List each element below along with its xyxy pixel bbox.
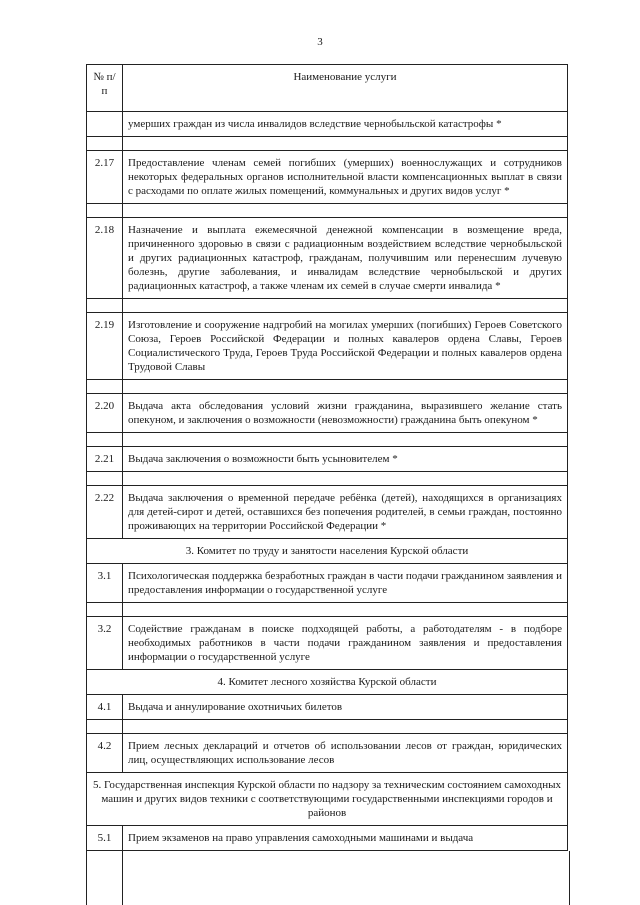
row-number: 2.20 bbox=[87, 394, 123, 433]
row-number: 4.1 bbox=[87, 695, 123, 720]
table-row bbox=[87, 218, 568, 299]
row-text: Прием лесных деклараций и отчетов об использовании лесов от граждан, юридических лиц, осуществляющих использование лесов bbox=[123, 734, 568, 773]
table-row bbox=[87, 151, 568, 204]
table-row bbox=[87, 734, 568, 773]
row-number: 5.1 bbox=[87, 826, 123, 851]
row-text: Прием экзаменов на право управления самоходными машинами и выдача bbox=[123, 826, 568, 851]
table-header-row bbox=[87, 65, 568, 112]
section-heading: 4. Комитет лесного хозяйства Курской области bbox=[87, 670, 568, 695]
table-row bbox=[87, 313, 568, 380]
header-num-label: № п/п bbox=[87, 65, 123, 112]
row-text: умерших граждан из числа инвалидов вследствие чернобыльской катастрофы * bbox=[123, 112, 568, 137]
row-text: Выдача и аннулирование охотничьих билетов bbox=[123, 695, 568, 720]
row-number: 2.17 bbox=[87, 151, 123, 204]
row-text: Выдача заключения о временной передаче ребёнка (детей), находящихся в организациях для детей-сирот и детей, оставшихся без попечения родителей, в семьи граждан, постоянно проживающих на территории Российской Федерации * bbox=[123, 486, 568, 539]
row-number: 4.2 bbox=[87, 734, 123, 773]
row-number: 3.1 bbox=[87, 564, 123, 603]
header-name-label: Наименование услуги bbox=[123, 65, 568, 112]
table-continuation bbox=[86, 851, 570, 905]
table-row bbox=[87, 394, 568, 433]
row-text: Предоставление членам семей погибших (умерших) военнослужащих и сотрудников некоторых федеральных органов исполнительной власти компенсационных выплат в связи с расходами по оплате жилых помещений, коммунальных и других видов услуг * bbox=[123, 151, 568, 204]
row-text: Выдача заключения о возможности быть усыновителем * bbox=[123, 447, 568, 472]
section-row bbox=[87, 539, 568, 564]
row-number: 2.18 bbox=[87, 218, 123, 299]
row-number: 2.19 bbox=[87, 313, 123, 380]
row-number: 3.2 bbox=[87, 617, 123, 670]
row-text: Содействие гражданам в поиске подходящей работы, а работодателям - в подборе необходимых работников в части подачи гражданином заявления и предоставления информации о государственной услуге bbox=[123, 617, 568, 670]
row-text: Выдача акта обследования условий жизни гражданина, выразившего желание стать опекуном, и заключения о возможности (невозможности) гражданина быть опекуном * bbox=[123, 394, 568, 433]
section-row bbox=[87, 773, 568, 826]
row-text: Изготовление и сооружение надгробий на могилах умерших (погибших) Героев Советского Союза, Героев Российской Федерации и полных кавалеров ордена Славы, Героев Социалистического Труда, Героев Труда Российской Федерации и полных кавалеров ордена Трудовой Славы bbox=[123, 313, 568, 380]
table-row bbox=[87, 112, 568, 137]
section-heading: 3. Комитет по труду и занятости населения Курской области bbox=[87, 539, 568, 564]
table-row bbox=[87, 447, 568, 472]
section-row bbox=[87, 670, 568, 695]
row-text: Назначение и выплата ежемесячной денежной компенсации в возмещение вреда, причиненного здоровью в связи с радиационным воздействием вследствие чернобыльской и других радиационных катастроф, гражданам, получившим или перенесшим лучевую болезнь, другие заболевания, и инвалидам вследствие чернобыльской и других радиационных катастроф, а также членам их семей в случае смерти инвалида * bbox=[123, 218, 568, 299]
services-table bbox=[86, 64, 568, 851]
section-heading: 5. Государственная инспекция Курской области по надзору за техническим состоянием самоходных машин и других видов техники с соответствующими государственными инспекциями городов и районов bbox=[87, 773, 568, 826]
row-number: 2.21 bbox=[87, 447, 123, 472]
table-row bbox=[87, 826, 568, 851]
table-row bbox=[87, 617, 568, 670]
table-row bbox=[87, 695, 568, 720]
table-row bbox=[87, 564, 568, 603]
row-number bbox=[87, 112, 123, 137]
table-row bbox=[87, 486, 568, 539]
row-text: Психологическая поддержка безработных граждан в части подачи гражданином заявления и предоставления информации о государственной услуге bbox=[123, 564, 568, 603]
row-number: 2.22 bbox=[87, 486, 123, 539]
page-number: 3 bbox=[317, 36, 323, 48]
